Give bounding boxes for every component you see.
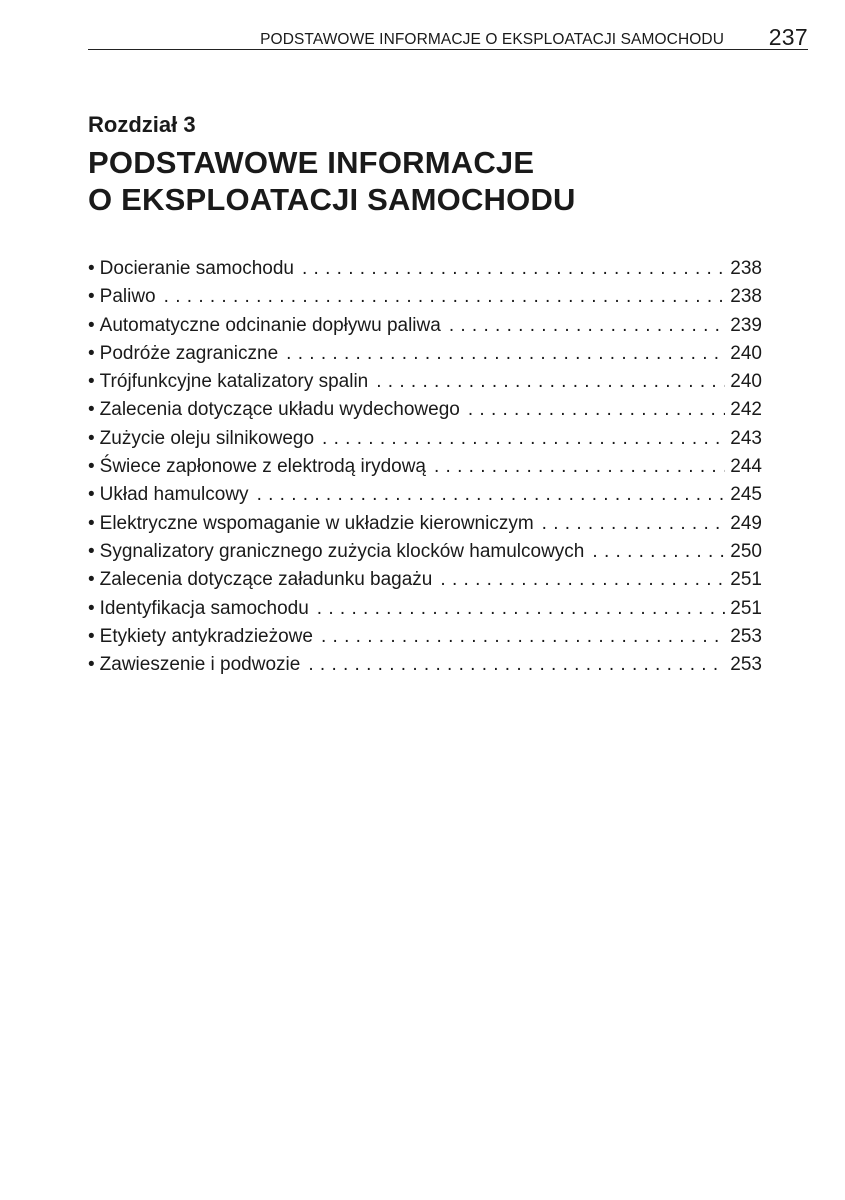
toc-entry-page: 245: [730, 484, 762, 506]
bullet-icon: •: [88, 456, 95, 478]
bullet-icon: •: [88, 625, 95, 647]
bullet-icon: •: [88, 540, 95, 562]
toc-entry-page: 244: [730, 456, 762, 478]
toc-entry[interactable]: [88, 538, 762, 566]
dot-leader: [164, 283, 725, 311]
toc-entry-title: Elektryczne wspomaganie w układzie kierowniczym: [99, 512, 534, 534]
page-number: 237: [768, 24, 808, 50]
table-of-contents: [88, 255, 762, 679]
toc-entry[interactable]: [88, 340, 762, 368]
bullet-icon: •: [88, 654, 95, 676]
toc-entry[interactable]: [88, 396, 762, 424]
toc-entry-page: 239: [730, 314, 762, 336]
bullet-icon: •: [88, 512, 95, 534]
bullet-icon: •: [88, 286, 95, 308]
toc-entry-title: Zalecenia dotyczące załadunku bagażu: [99, 569, 433, 591]
dot-leader: [434, 453, 725, 481]
bullet-icon: •: [88, 314, 95, 336]
toc-entry-title: Świece zapłonowe z elektrodą irydową: [99, 456, 426, 478]
bullet-icon: •: [88, 371, 95, 393]
toc-entry-page: 243: [730, 427, 762, 449]
toc-entry-title: Trójfunkcyjne katalizatory spalin: [99, 371, 369, 393]
bullet-icon: •: [88, 484, 95, 506]
dot-leader: [468, 396, 725, 424]
toc-entry-page: 240: [730, 371, 762, 393]
dot-leader: [257, 481, 725, 509]
dot-leader: [322, 425, 725, 453]
toc-entry-title: Zawieszenie i podwozie: [99, 654, 301, 676]
dot-leader: [440, 566, 725, 594]
dot-leader: [302, 255, 725, 283]
chapter-title-line-2: O EKSPLOATACJI SAMOCHODU: [88, 182, 576, 217]
bullet-icon: •: [88, 342, 95, 364]
toc-entry[interactable]: [88, 255, 762, 283]
toc-entry-title: Sygnalizatory granicznego zużycia klocków hamulcowych: [99, 540, 585, 562]
toc-entry-title: Etykiety antykradzieżowe: [99, 625, 313, 647]
toc-entry[interactable]: [88, 510, 762, 538]
dot-leader: [317, 595, 725, 623]
toc-entry[interactable]: [88, 312, 762, 340]
header-divider: [88, 49, 808, 50]
dot-leader: [449, 312, 725, 340]
toc-entry-title: Zalecenia dotyczące układu wydechowego: [99, 399, 460, 421]
dot-leader: [542, 510, 725, 538]
bullet-icon: •: [88, 427, 95, 449]
toc-entry[interactable]: [88, 283, 762, 311]
toc-entry[interactable]: [88, 425, 762, 453]
toc-entry-page: 238: [730, 286, 762, 308]
bullet-icon: •: [88, 258, 95, 279]
toc-entry-page: 253: [730, 654, 762, 676]
toc-entry[interactable]: [88, 368, 762, 396]
toc-entry-title: Zużycie oleju silnikowego: [99, 427, 315, 449]
toc-entry-page: 242: [730, 399, 762, 421]
toc-entry-title: Układ hamulcowy: [99, 484, 249, 506]
toc-entry[interactable]: [88, 651, 762, 679]
chapter-title: [88, 144, 768, 218]
chapter-title-line-1: PODSTAWOWE INFORMACJE: [88, 145, 535, 180]
bullet-icon: •: [88, 399, 95, 421]
bullet-icon: •: [88, 597, 95, 619]
toc-entry-page: 238: [730, 258, 762, 279]
dot-leader: [286, 340, 725, 368]
toc-entry-page: 240: [730, 342, 762, 364]
toc-entry-title: Paliwo: [99, 286, 156, 308]
toc-entry[interactable]: [88, 595, 762, 623]
toc-entry-page: 253: [730, 625, 762, 647]
bullet-icon: •: [88, 569, 95, 591]
toc-entry[interactable]: [88, 623, 762, 651]
toc-entry-title: Automatyczne odcinanie dopływu paliwa: [99, 314, 441, 336]
running-header: [88, 24, 808, 52]
toc-entry-page: 249: [730, 512, 762, 534]
toc-entry-title: Docieranie samochodu: [99, 258, 294, 279]
dot-leader: [321, 623, 725, 651]
chapter-label: Rozdział 3: [88, 112, 196, 137]
toc-entry-page: 250: [730, 540, 762, 562]
dot-leader: [308, 651, 725, 679]
toc-entry[interactable]: [88, 481, 762, 509]
toc-entry-title: Podróże zagraniczne: [99, 342, 279, 364]
dot-leader: [376, 368, 725, 396]
running-title: PODSTAWOWE INFORMACJE O EKSPLOATACJI SAMOCHODU: [260, 31, 724, 48]
toc-entry[interactable]: [88, 453, 762, 481]
toc-entry-title: Identyfikacja samochodu: [99, 597, 309, 619]
toc-entry-page: 251: [730, 597, 762, 619]
toc-entry[interactable]: [88, 566, 762, 594]
toc-entry-page: 251: [730, 569, 762, 591]
dot-leader: [592, 538, 725, 566]
